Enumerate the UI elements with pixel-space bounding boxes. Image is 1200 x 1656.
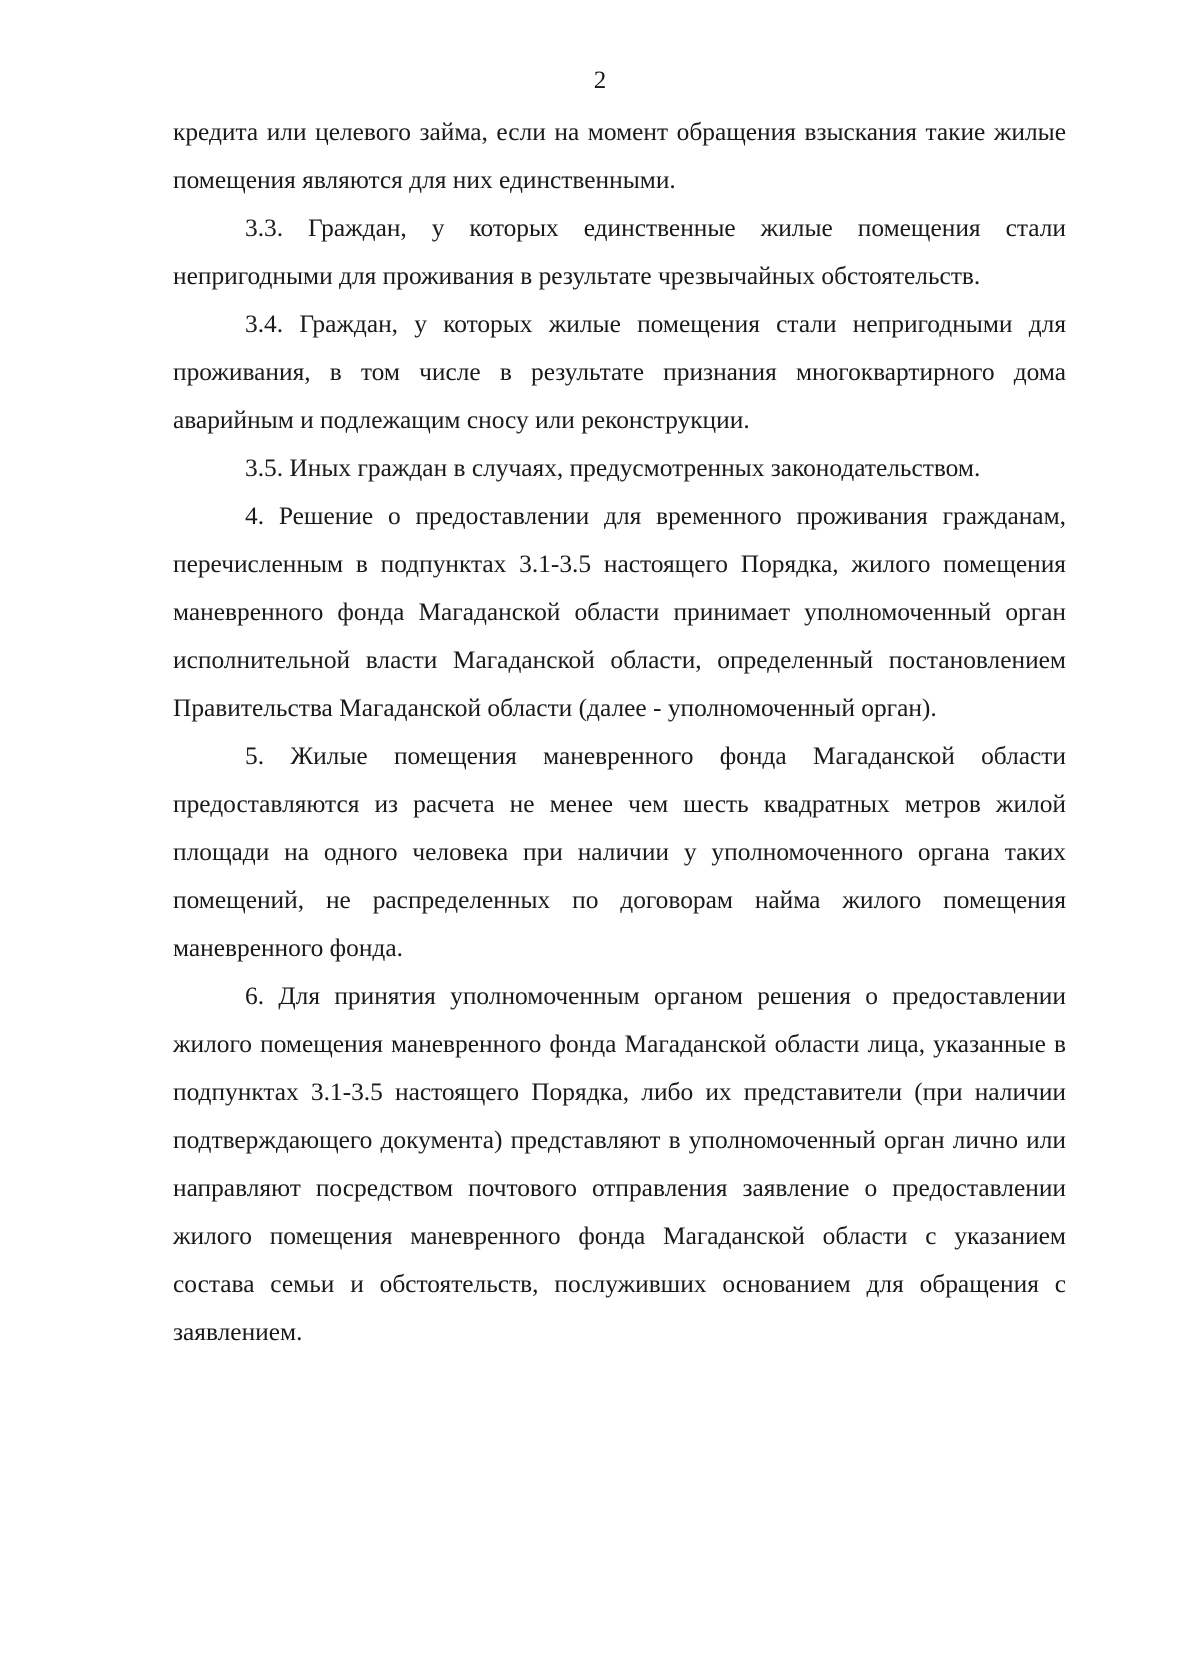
page-number: 2 xyxy=(593,67,607,94)
paragraph-3-3: 3.3. Граждан, у которых единственные жилые помещения стали непригодными для проживания в результате чрезвычайных обстоятельств. xyxy=(173,214,1066,290)
paragraph-3-5: 3.5. Иных граждан в случаях, предусмотренных законодательством. xyxy=(245,454,981,482)
paragraph-6: 6. Для принятия уполномоченным органом решения о предоставлении жилого помещения маневренного фонда Магаданской области лица, указанные в подпунктах 3.1-3.5 настоящего Порядка, либо их представители (при наличии подтверждающего документа) представляют в уполномоченный орган лично или направляют посредством почтового отправления заявление о предоставлении жилого помещения маневренного фонда Магаданской области с указанием состава семьи и обстоятельств, послуживших основанием для обращения с заявлением. xyxy=(173,982,1066,1346)
paragraph-5: 5. Жилые помещения маневренного фонда Магаданской области предоставляются из расчета не менее чем шесть квадратных метров жилой площади на одного человека при наличии у уполномоченного органа таких помещений, не распределенных по договорам найма жилого помещения маневренного фонда. xyxy=(173,742,1066,962)
paragraph-3-4: 3.4. Граждан, у которых жилые помещения стали непригодными для проживания, в том числе в результате признания многоквартирного дома аварийным и подлежащим сносу или реконструкции. xyxy=(173,310,1066,434)
document-body xyxy=(173,108,1066,1356)
paragraph-continuation: кредита или целевого займа, если на момент обращения взыскания такие жилые помещения являются для них единственными. xyxy=(173,118,1066,194)
paragraph-4: 4. Решение о предоставлении для временного проживания гражданам, перечисленным в подпунктах 3.1-3.5 настоящего Порядка, жилого помещения маневренного фонда Магаданской области принимает уполномоченный орган исполнительной власти Магаданской области, определенный постановлением Правительства Магаданской области (далее - уполномоченный орган). xyxy=(173,502,1066,722)
